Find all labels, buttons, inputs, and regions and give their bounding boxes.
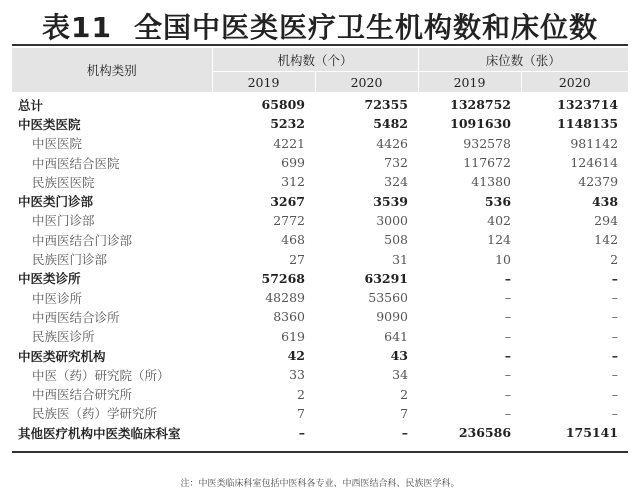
cell-value: 619 [281,328,305,344]
cell-value: 42379 [578,174,619,190]
cell-value: 981142 [570,135,619,151]
cell-value: 43 [390,348,409,363]
cell-value: – [504,367,512,383]
cell-value: 699 [281,155,305,171]
row-label: 中西医结合医院 [32,155,120,171]
table-row [12,327,628,346]
cell-value: 41380 [471,174,512,190]
cell-value: 294 [594,212,619,228]
cell-value: 1323714 [557,97,619,113]
table-row [12,153,628,172]
table-row [12,230,628,249]
row-label: 其他医疗机构中医类临床科室 [18,425,181,441]
year-header: 2020 [521,72,628,93]
cell-value: – [504,386,512,402]
bottom-rule [12,451,628,453]
cell-value: 124614 [570,155,619,171]
cell-value: 117672 [463,155,512,171]
row-label: 中医类研究机构 [18,348,106,364]
cell-value: 42 [287,348,305,363]
cell-value: 5232 [270,116,305,132]
cell-value: – [611,367,619,383]
cell-value: – [611,386,619,402]
row-label: 中西医结合诊所 [32,309,120,325]
cell-value: 1328752 [450,97,512,113]
cell-value: – [504,405,512,421]
cell-value: – [504,348,512,363]
year-header: 2020 [315,72,418,93]
cell-value: 142 [594,232,619,248]
cell-value: 10 [495,251,512,267]
cell-value: 236586 [458,425,512,441]
cell-value: 124 [487,232,512,248]
cell-value: 536 [484,193,512,209]
cell-value: – [611,270,619,286]
row-label: 中医门诊部 [32,213,95,229]
row-label: 民族医门诊部 [32,252,108,268]
cell-value: – [611,290,619,306]
year-header: 2019 [418,72,521,93]
header-beds: 床位数（张） [418,48,628,72]
table-row [12,134,628,153]
cell-value: 8360 [273,309,305,325]
table-row [12,211,628,230]
row-label: 中医（药）研究院（所） [32,367,170,383]
cell-value: 34 [392,367,409,383]
top-rule [12,44,628,46]
cell-value: – [504,270,512,286]
cell-value: 641 [384,328,409,344]
cell-value: – [504,309,512,325]
row-label: 中西医结合门诊部 [32,232,133,248]
row-label: 中医类门诊部 [18,194,94,210]
cell-value: 175141 [565,425,619,441]
cell-value: – [504,290,512,306]
cell-value: 312 [281,174,305,190]
row-label: 总计 [18,97,44,113]
cell-value: 2772 [273,212,305,228]
cell-value: 27 [289,251,305,267]
table-row [12,191,628,210]
table-number: 表11 [42,11,112,44]
cell-value: – [611,405,619,421]
cell-value: – [504,328,512,344]
cell-value: 65809 [261,97,305,113]
row-label: 中医类医院 [18,116,81,132]
table-row [12,404,628,423]
cell-value: 5482 [373,116,409,132]
row-label: 中医医院 [32,136,83,152]
cell-value: 438 [591,193,619,209]
cell-value: 2 [610,251,619,267]
table-row [12,249,628,268]
table-row [12,288,628,307]
footnote: 注：中医类临床科室包括中医科各专业、中西医结合科、民族医学科。 [180,479,460,489]
cell-value: 31 [392,251,409,267]
header-institutions: 机构数（个） [212,48,418,72]
table-row [12,307,628,326]
cell-value: 468 [281,232,305,248]
cell-value: 932578 [463,135,512,151]
table-row [12,423,628,442]
cell-value: 1148135 [557,116,619,132]
cell-value: 7 [400,405,409,421]
table-row [12,92,628,114]
cell-value: – [611,348,619,363]
year-header: 2019 [212,72,315,93]
cell-value: 7 [297,405,305,421]
cell-value: 4221 [273,135,305,151]
row-label: 中医诊所 [32,290,83,306]
cell-value: 508 [384,232,409,248]
cell-value: 4426 [376,135,409,151]
table-row [12,346,628,365]
cell-value: 3267 [270,193,305,209]
cell-value: 402 [487,212,512,228]
table-row [12,384,628,403]
page-title [38,6,598,46]
cell-value: 2 [400,386,409,402]
table-body [12,92,628,442]
row-label: 民族医诊所 [32,329,95,345]
cell-value: 1091630 [450,116,512,132]
cell-value: – [611,328,619,344]
cell-value: 72355 [364,97,409,113]
cell-value: 57268 [261,270,305,286]
cell-value: 3539 [373,193,409,209]
cell-value: – [401,425,409,441]
cell-value: 3000 [376,212,409,228]
cell-value: 2 [297,386,305,402]
table-title-text: 全国中医类医疗卫生机构数和床位数 [133,11,598,44]
cell-value: 53560 [368,290,409,306]
data-table [12,48,628,442]
cell-value: 9090 [376,309,409,325]
table-row [12,172,628,191]
cell-value: 33 [289,367,305,383]
row-header: 机构类别 [12,48,212,92]
table-row [12,365,628,384]
cell-value: 63291 [364,270,409,286]
cell-value: 732 [384,155,409,171]
cell-value: 48289 [265,290,305,306]
cell-value: 324 [384,174,409,190]
row-label: 中西医结合研究所 [32,387,133,403]
cell-value: – [611,309,619,325]
row-label: 民族医医院 [32,174,95,190]
table-row [12,269,628,288]
row-label: 民族医（药）学研究所 [32,406,158,422]
cell-value: – [298,425,305,441]
row-label: 中医类诊所 [18,271,81,287]
table-row [12,114,628,133]
